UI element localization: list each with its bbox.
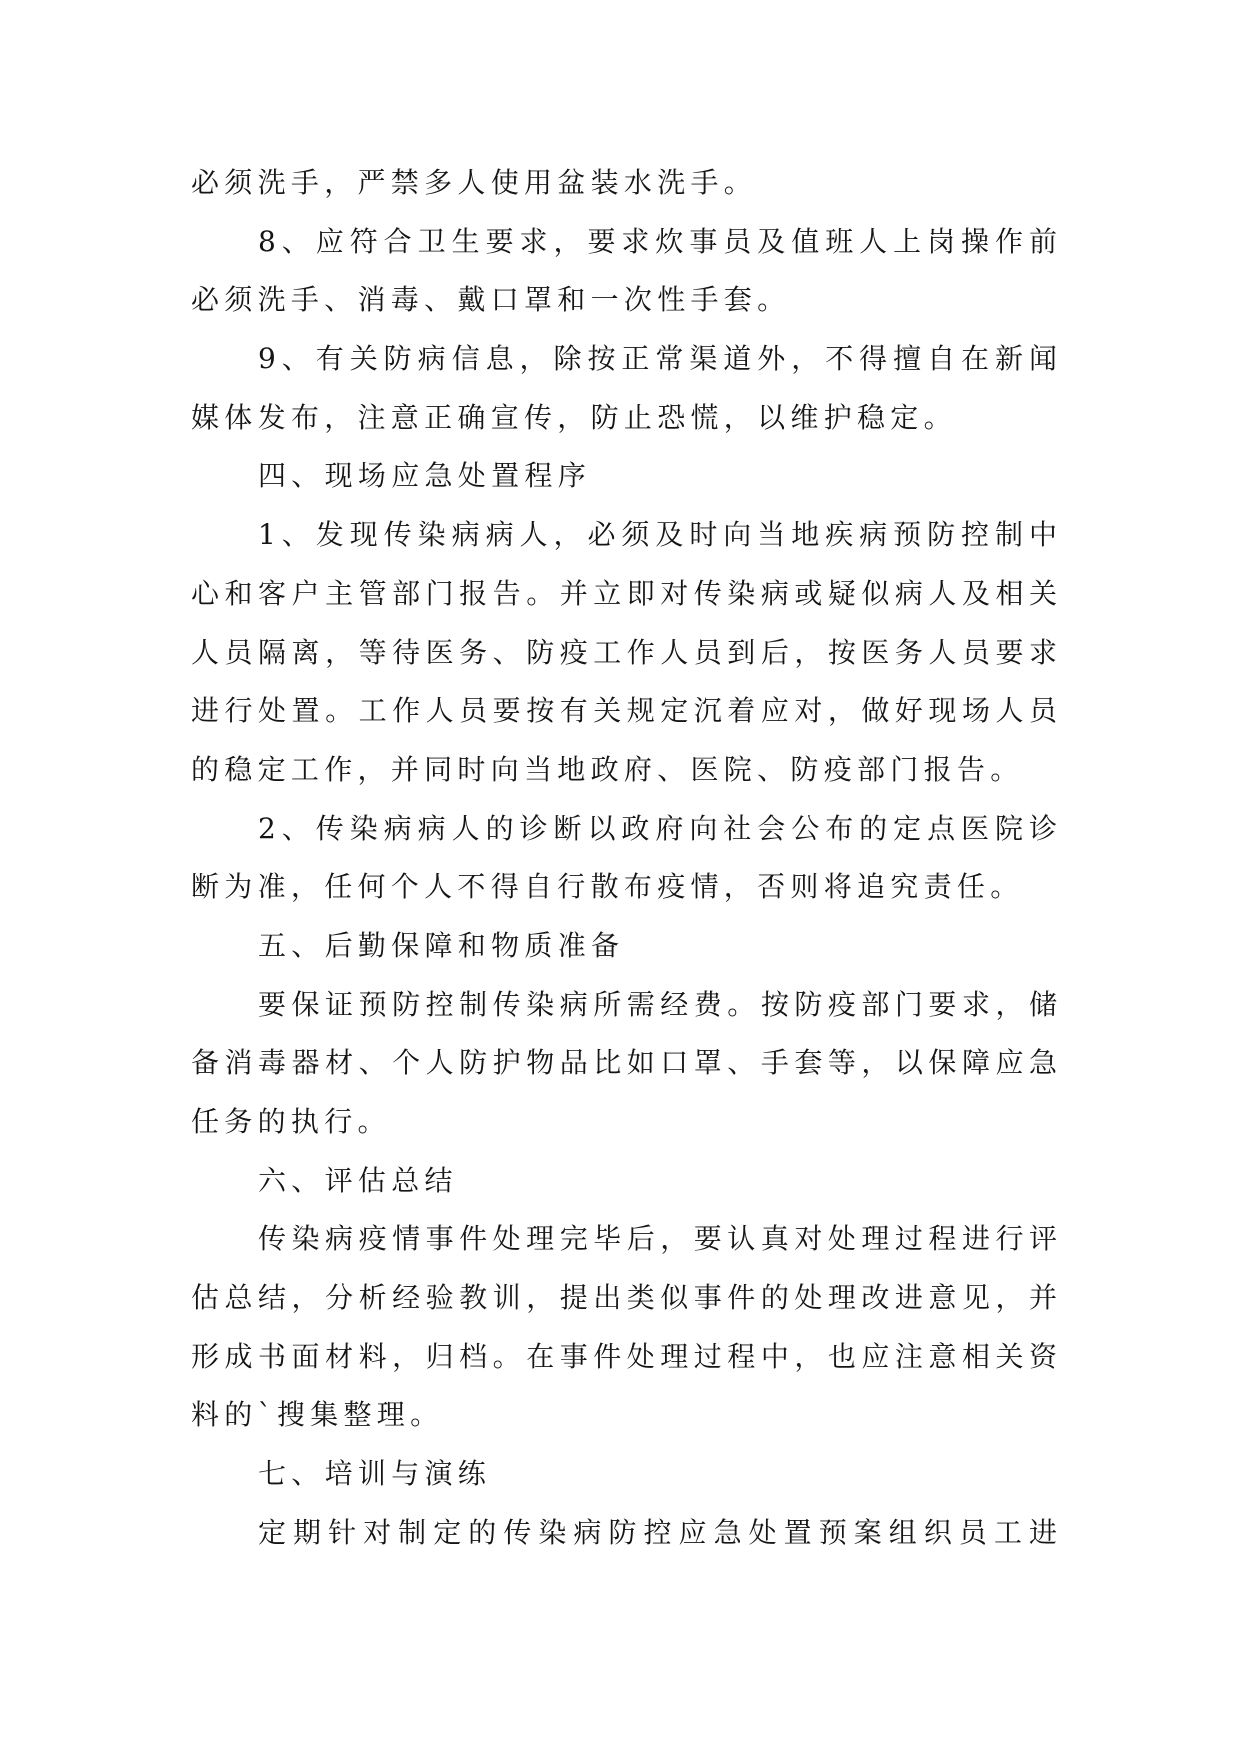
text-line: 备消毒器材、个人防护物品比如口罩、手套等，以保障应急 [191, 1046, 1057, 1080]
paragraph-logistics [191, 976, 1057, 1152]
text-line: 8、应符合卫生要求，要求炊事员及值班人上岗操作前 [258, 224, 1057, 258]
heading-line: 七、培训与演练 [258, 1457, 492, 1491]
list-item-1 [191, 506, 1057, 799]
heading-line: 六、评估总结 [258, 1163, 458, 1197]
text-line: 进行处置。工作人员要按有关规定沉着应对，做好现场人员 [191, 694, 1057, 728]
text-line: 1、发现传染病病人，必须及时向当地疾病预防控制中 [258, 518, 1057, 552]
text-line: 媒体发布，注意正确宣传，防止恐慌，以维护稳定。 [191, 400, 957, 434]
text-line: 必须洗手，严禁多人使用盆装水洗手。 [191, 166, 758, 199]
heading-line: 五、后勤保障和物质准备 [258, 928, 625, 962]
text-line: 的稳定工作，并同时向当地政府、医院、防疫部门报告。 [191, 752, 1024, 786]
section-heading-6 [191, 1152, 1057, 1211]
paragraph-evaluation [191, 1210, 1057, 1445]
section-heading-4 [191, 447, 1057, 506]
section-heading-7 [191, 1445, 1057, 1504]
heading-line: 四、现场应急处置程序 [258, 459, 592, 493]
paragraph-continued [191, 154, 1057, 213]
document-body [191, 154, 1057, 1563]
text-line: 估总结，分析经验教训，提出类似事件的处理改进意见，并 [191, 1281, 1057, 1315]
list-item-2 [191, 800, 1057, 917]
list-item-8 [191, 213, 1057, 330]
text-line: 人员隔离，等待医务、防疫工作人员到后，按医务人员要求 [191, 635, 1057, 669]
text-line: 要保证预防控制传染病所需经费。按防疫部门要求，储 [258, 987, 1057, 1021]
list-item-9 [191, 330, 1057, 447]
text-line: 定期针对制定的传染病防控应急处置预案组织员工进 [258, 1515, 1057, 1549]
text-line: 心和客户主管部门报告。并立即对传染病或疑似病人及相关 [191, 576, 1057, 610]
text-line: 形成书面材料，归档。在事件处理过程中，也应注意相关资 [191, 1339, 1057, 1373]
text-line: 2、传染病病人的诊断以政府向社会公布的定点医院诊 [258, 811, 1057, 845]
text-line: 断为准，任何个人不得自行散布疫情，否则将追究责任。 [191, 870, 1024, 904]
text-line: 9、有关防病信息，除按正常渠道外，不得擅自在新闻 [258, 342, 1057, 376]
text-line: 传染病疫情事件处理完毕后，要认真对处理过程进行评 [258, 1222, 1057, 1256]
section-heading-5 [191, 917, 1057, 976]
paragraph-training [191, 1504, 1057, 1563]
text-line: 必须洗手、消毒、戴口罩和一次性手套。 [191, 283, 791, 317]
text-line: 料的`搜集整理。 [191, 1398, 444, 1432]
text-line: 任务的执行。 [191, 1105, 391, 1138]
